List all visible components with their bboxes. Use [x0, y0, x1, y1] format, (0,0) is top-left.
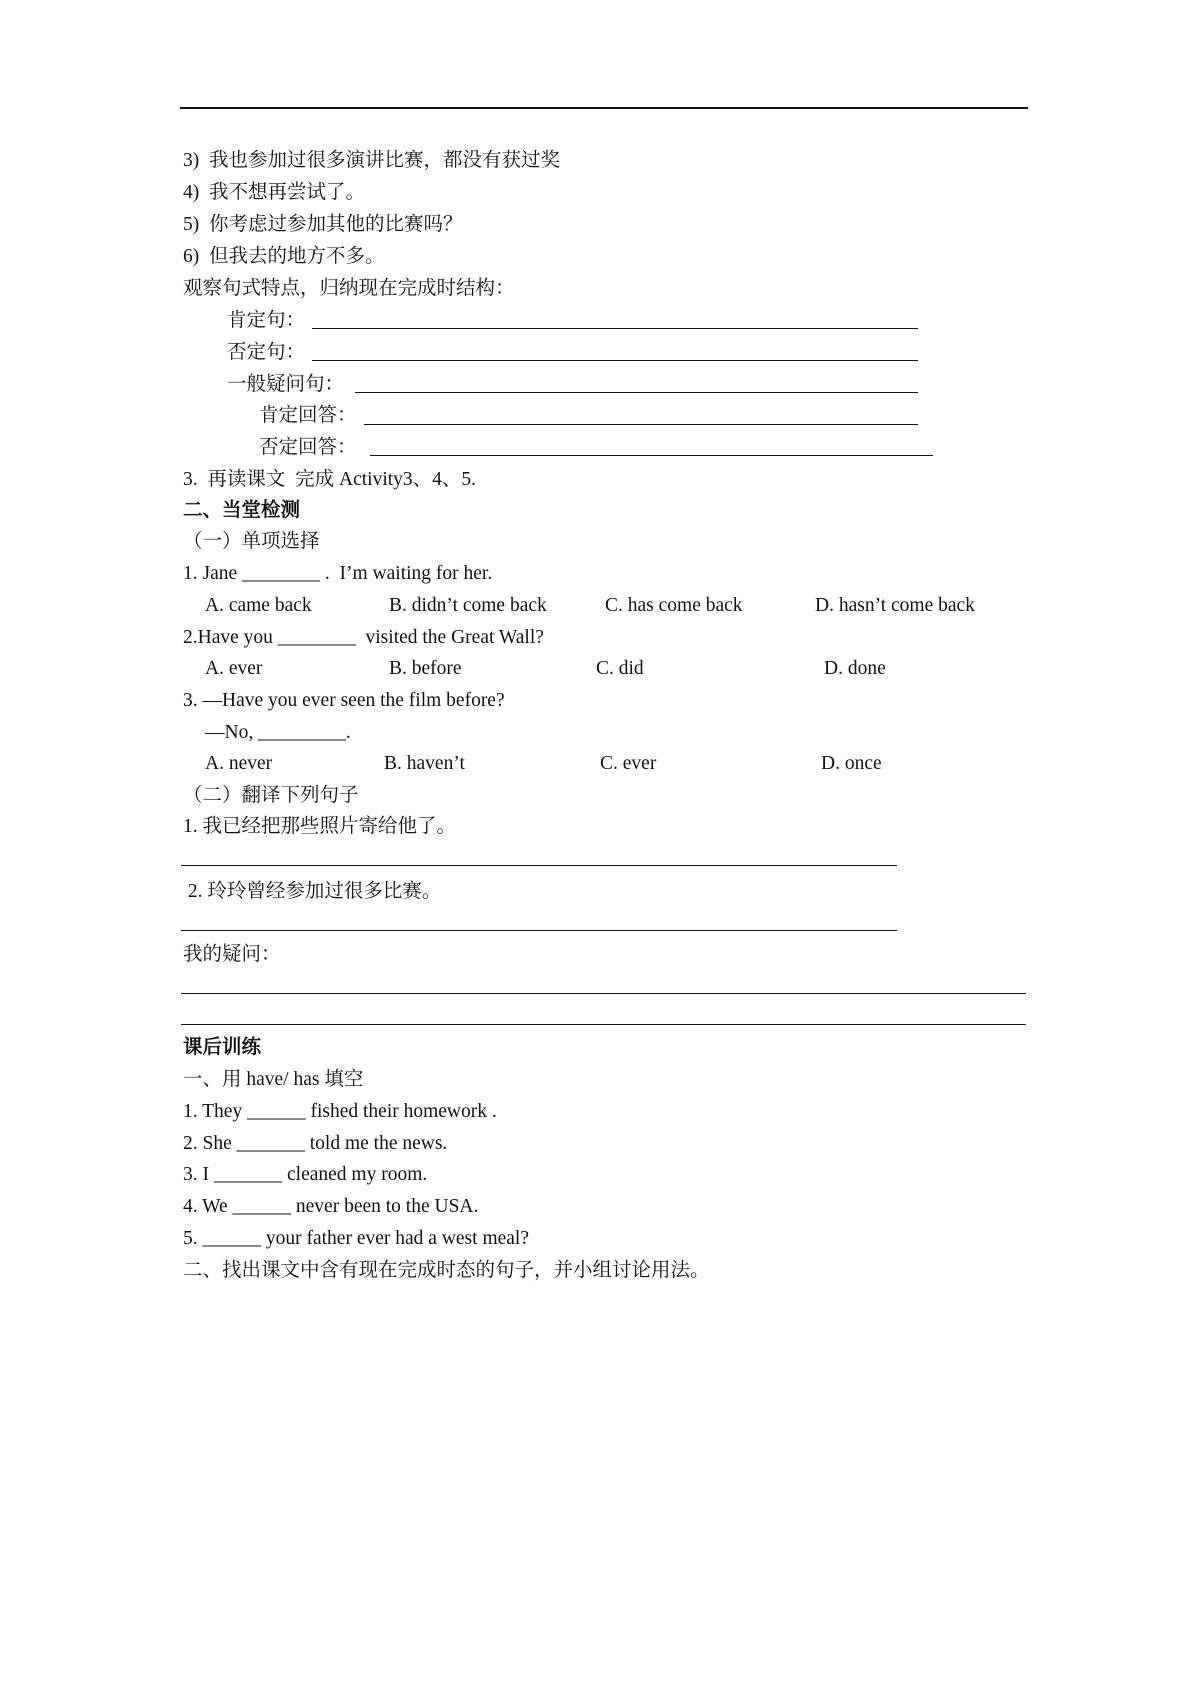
- my-question-blank-2[interactable]: [181, 1024, 1026, 1025]
- homework-item-1: 1. They ______ fished their homework .: [183, 1101, 497, 1122]
- observe-instruction: 观察句式特点，归纳现在完成时结构：: [183, 278, 515, 299]
- homework-item-3: 3. I _______ cleaned my room.: [183, 1164, 428, 1185]
- yes-answer-blank[interactable]: [364, 424, 918, 425]
- q1-option-c[interactable]: C. has come back: [605, 595, 743, 616]
- fill-have-has-heading: 一、用 have/ has 填空: [183, 1069, 364, 1090]
- sentence-5: 5) 你考虑过参加其他的比赛吗？: [183, 214, 463, 235]
- reread-instruction: 3. 再读课文 完成 Activity3、4、5.: [183, 469, 477, 490]
- question-1: 1. Jane ________ . I’m waiting for her.: [183, 563, 493, 584]
- q3-option-b[interactable]: B. haven’t: [384, 753, 465, 774]
- translate-2: 2. 玲玲曾经参加过很多比赛。: [183, 881, 442, 902]
- single-choice-heading: （一）单项选择: [183, 531, 320, 552]
- affirmative-label: 肯定句：: [227, 310, 306, 331]
- q1-option-d[interactable]: D. hasn’t come back: [815, 595, 975, 616]
- q3-option-d[interactable]: D. once: [821, 753, 882, 774]
- sentence-6: 6) 但我去的地方不多。: [183, 246, 385, 267]
- question-blank[interactable]: [355, 392, 918, 393]
- q2-option-b[interactable]: B. before: [389, 658, 462, 679]
- q1-option-a[interactable]: A. came back: [205, 595, 312, 616]
- yes-answer-label: 肯定回答：: [259, 405, 357, 426]
- q1-option-b[interactable]: B. didn’t come back: [389, 595, 547, 616]
- homework-title: 课后训练: [183, 1037, 262, 1058]
- affirmative-blank[interactable]: [312, 328, 918, 329]
- negative-label: 否定句：: [227, 342, 306, 363]
- translate-1-blank[interactable]: [181, 865, 897, 866]
- homework-item-2: 2. She _______ told me the news.: [183, 1133, 448, 1154]
- q2-option-d[interactable]: D. done: [824, 658, 886, 679]
- q2-option-a[interactable]: A. ever: [205, 658, 263, 679]
- header-rule: [180, 107, 1028, 109]
- no-answer-blank[interactable]: [370, 455, 933, 456]
- sentence-4: 4) 我不想再尝试了。: [183, 182, 365, 203]
- question-label: 一般疑问句：: [227, 374, 345, 395]
- translate-heading: （二）翻译下列句子: [183, 785, 359, 806]
- question-3: 3. —Have you ever seen the film before?: [183, 690, 505, 711]
- translate-2-blank[interactable]: [181, 930, 897, 931]
- no-answer-label: 否定回答：: [259, 437, 357, 458]
- find-sentences-instruction: 二、找出课文中含有现在完成时态的句子，并小组讨论用法。: [183, 1260, 710, 1281]
- my-question-label: 我的疑问：: [183, 944, 281, 965]
- check-title: 二、当堂检测: [183, 500, 301, 521]
- sentence-3: 3) 我也参加过很多演讲比赛，都没有获过奖: [183, 150, 560, 171]
- homework-item-4: 4. We ______ never been to the USA.: [183, 1196, 479, 1217]
- question-2: 2.Have you ________ visited the Great Wall?: [183, 627, 544, 648]
- q3-option-a[interactable]: A. never: [205, 753, 273, 774]
- question-3-reply: —No, _________.: [205, 722, 351, 743]
- q2-option-c[interactable]: C. did: [596, 658, 644, 679]
- negative-blank[interactable]: [312, 360, 918, 361]
- translate-1: 1. 我已经把那些照片寄给他了。: [183, 816, 457, 837]
- homework-item-5: 5. ______ your father ever had a west meal?: [183, 1228, 529, 1249]
- q3-option-c[interactable]: C. ever: [600, 753, 657, 774]
- my-question-blank-1[interactable]: [181, 993, 1026, 994]
